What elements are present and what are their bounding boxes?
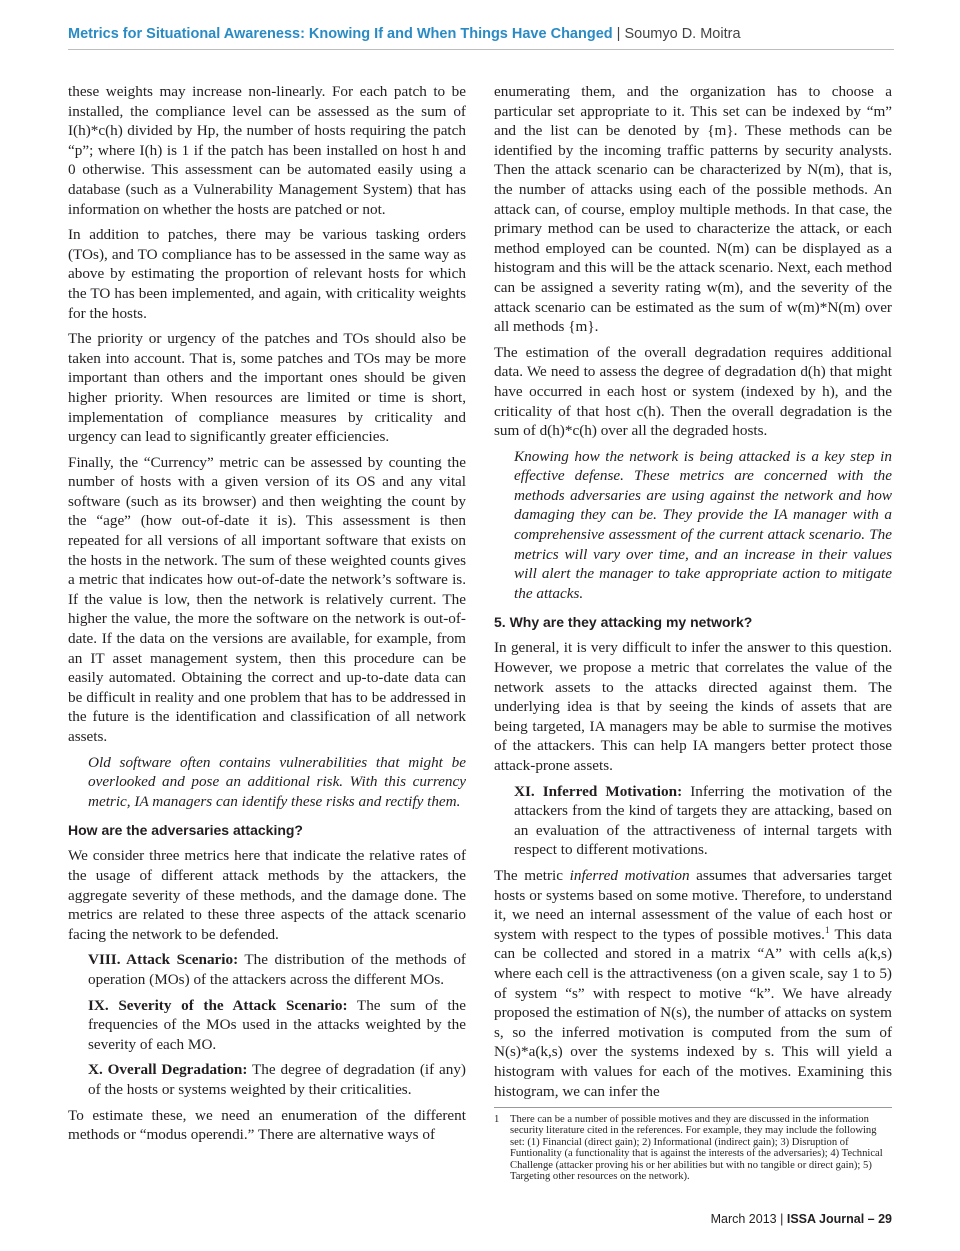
metric-description: The distribution of the methods of operation (MOs) of the attackers across the different MOs. [88, 951, 466, 988]
paragraph: We consider three metrics here that indicate the relative rates of the usage of different attack methods by the attackers, the aggregate severity of these methods, and the damage done. The metrics are related to these three aspects of the attack scenario facing the network to be defended. [68, 847, 466, 943]
header-rule [68, 49, 894, 50]
metric-item-xi [494, 782, 892, 860]
footnote-ref[interactable]: 1 [824, 924, 830, 935]
pull-quote: Knowing how the network is being attacked is a key step in effective defense. These metrics are concerned with the methods adversaries are using against the network and how damaging they can be. They provide the IA manager with a comprehensive assessment of the current attack scenario. The metrics will vary over time, and an increase in their values will alert the manager to take appropriate action to mitigate the attacks. [514, 447, 892, 602]
metric-item-ix [68, 996, 466, 1055]
running-head [68, 26, 894, 50]
metric-description: The sum of the frequencies of the MOs used in the attacks weighted by the severity of each MO. [88, 996, 466, 1053]
page-folio [711, 1212, 892, 1226]
footnote [494, 1114, 892, 1182]
pull-quote: Old software often contains vulnerabilities that might be overlooked and pose an additional risk. With this currency metric, IA managers can identify these risks and rectify them. [88, 753, 466, 810]
paragraph: In general, it is very difficult to infer the answer to this question. However, we propose a metric that correlates the value of the network assets to the attacks directed against them. The underlying idea is that by seeing the kinds of assets that are being targeted, IA managers may be able to surmise the motives of the attackers. This can help IA mangers better protect those attack-prone assets. [494, 639, 892, 774]
metric-label: IX. Severity of the Attack Scenario: [88, 996, 348, 1014]
footnote-rule [494, 1107, 892, 1108]
article-title: Metrics for Situational Awareness: Knowing If and When Things Have Changed [68, 26, 613, 42]
paragraph: enumerating them, and the organization has to choose a particular set appropriate to it. This set can be indexed by “m” and the list can be denoted by {m}. These methods can be identified by the incoming traffic patterns by security analysts. Then the attack scenario can be characterized by N(m), that is, the number of attacks using each of the possible methods. An attack can, of course, employ multiple methods. In that case, the primary method can be used to characterize the attack, or each method employed can be counted. N(m) can be displayed as a histogram and this will be the attack scenario. Next, each method can be assigned a severity rating w(m), and the severity of the attack scenario can be estimated as the sum of w(m)*N(m) over all methods {m}. [494, 83, 892, 336]
paragraph: Finally, the “Currency” metric can be assessed by counting the number of hosts with a given version of its OS and any vital software (such as its browser) and then weighting the count by the “age” (how out-of-date it is). This assessment is then repeated for all versions of all important software that exists on the hosts in the network. The sum of these weighted counts gives a metric that indicates how out-of-date the network’s software is. If the value is low, then the network is relatively current. The higher the value, the more the software on the network is out-of-date. If the data on the versions are available, for example, from an IT asset management system, then this procedure can be easily automated. Obtaining the correct and up-to-date data can be difficult in reality and one problem that has to be addressed in the future is the identification and classification of all network assets. [68, 453, 466, 745]
footnote-number: 1 [494, 1114, 500, 1125]
metric-label: VIII. Attack Scenario: [88, 951, 239, 969]
text-run: The metric [494, 866, 564, 884]
emphasis-term: inferred motivation [569, 866, 690, 884]
metric-label: XI. Inferred Motivation: [514, 782, 683, 800]
paragraph: To estimate these, we need an enumeration of the different methods or “modus operendi.” There are alternative ways of [68, 1106, 466, 1144]
page-number: 29 [878, 1212, 892, 1226]
metric-description: Inferring the motivation of the attackers from the kind of targets they are attacking, based on an evaluation of the attractiveness of internal targets with respect to different motivations. [514, 782, 893, 859]
header-separator: | [616, 26, 621, 42]
paragraph: The estimation of the overall degradation requires additional data. We need to assess the degree of degradation d(h) that might have occurred in each host or system (indexed by h), and the criticality of that host c(h). Then the overall degradation is the sum of d(h)*c(h) over all the degraded hosts. [494, 343, 892, 440]
paragraph: The priority or urgency of the patches and TOs should also be taken into account. That is, some patches and TOs may be more important than others and the important ones should be given higher priority. When resources are limited or time is short, implementation of compliance measures by criticality and urgency can lead to significantly greater efficiencies. [68, 330, 466, 446]
text-run: assumes that adversaries target hosts or systems based on some motive. Therefore, to understand it, we need an internal assessment of the value of each host or system with respect to the types of possible motives. [494, 866, 892, 943]
metric-description: The degree of degradation (if any) of the hosts or systems weighted by their criticalities. [88, 1061, 466, 1098]
right-column [494, 82, 892, 1107]
paragraph: In addition to patches, there may be various tasking orders (TOs), and TO compliance has to be assessed in the same way as above by estimating the proportion of relevant hosts for which the TO has been implemented, and again, with criticality weights for the hosts. [68, 226, 466, 322]
metric-item-x [68, 1060, 466, 1099]
folio-separator: | [780, 1212, 784, 1226]
paragraph: these weights may increase non-linearly. For each patch to be installed, the compliance level can be assessed as the sum of I(h)*c(h) divided by Hp, the number of hosts requiring the patch “p”; where I(h) is 1 if the patch has been installed on host h and 0 otherwise. This assessment can be automated easily using a database (such as a Vulnerability Management System) that has information on whether the hosts are patched or not. [68, 83, 466, 218]
paragraph [494, 866, 892, 1101]
issue-date: March 2013 [710, 1212, 777, 1226]
metric-item-viii [68, 950, 466, 989]
section-heading: How are the adversaries attacking? [68, 822, 303, 839]
footnote-text: There can be a number of possible motives and they are discussed in the information security literature cited in the references. For example, they may include the following set: (1) Financial (direct gain); 2) Informational (indirect gain); 3) Disruption of Funtionality (a functionality that is against the interests of the adversaries); 4) Technical Challenge (attacker proving his or her abilities but with no tangible or direct gain); 5) Targeting other resources on the network). [510, 1114, 883, 1183]
left-column [68, 82, 466, 1151]
text-run: This data can be collected and stored in a matrix “A” with cells a(k,s) where each cell is the attractiveness (on a given scale, say 1 to 5) of system “s” with respect to motive “k”. We have already proposed the estimation of N(s), the number of attacks on system s, so the inferred motivation is computed from the sum of N(s)*a(k,s) over the systems indexed by s. This will yield a histogram with values for each of the motives. Examining this histogram, we can infer the [494, 925, 893, 1100]
section-heading: 5. Why are they attacking my network? [494, 614, 753, 631]
metric-label: X. Overall Degradation: [88, 1061, 248, 1079]
journal-name: ISSA Journal – [786, 1212, 875, 1226]
article-author: Soumyo D. Moitra [624, 26, 741, 42]
